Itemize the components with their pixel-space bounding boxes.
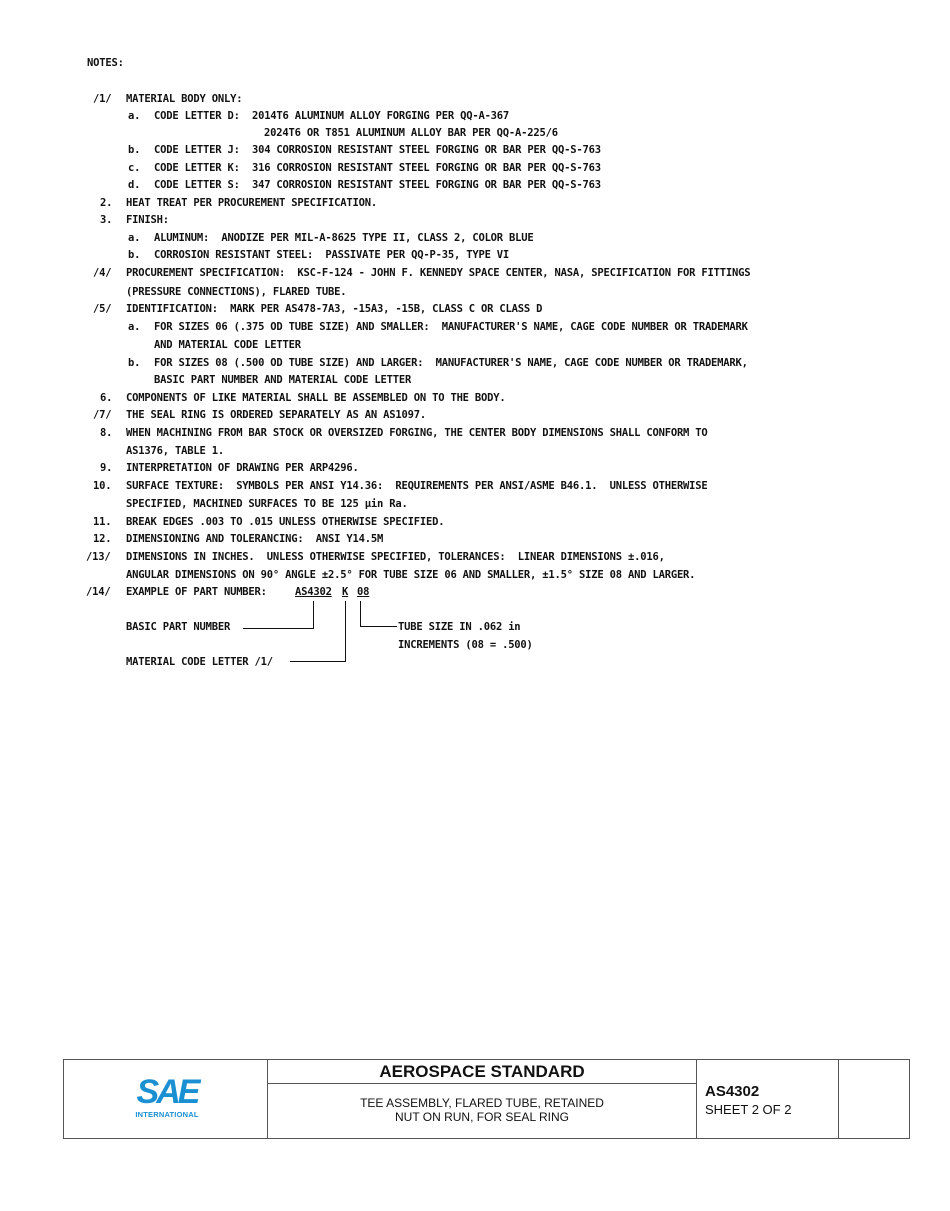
note-number: /7/	[93, 409, 112, 421]
note-text: (PRESSURE CONNECTIONS), FLARED TUBE.	[126, 286, 347, 298]
note-text: MATERIAL BODY ONLY:	[126, 93, 243, 105]
note-text: BREAK EDGES .003 TO .015 UNLESS OTHERWISE SPECIFIED.	[126, 516, 445, 528]
note-text: EXAMPLE OF PART NUMBER:	[126, 586, 267, 598]
note-text: FOR SIZES 06 (.375 OD TUBE SIZE) AND SMALLER: MANUFACTURER'S NAME, CAGE CODE NUMBER OR TRADEMARK	[154, 321, 748, 333]
note-text: AND MATERIAL CODE LETTER	[154, 339, 301, 351]
tube-size-label: TUBE SIZE IN .062 in	[398, 621, 521, 633]
note-text: FINISH:	[126, 214, 169, 226]
note-text: PROCUREMENT SPECIFICATION: KSC-F-124 - JOHN F. KENNEDY SPACE CENTER, NASA, SPECIFICATION FOR FITTINGS	[126, 267, 751, 279]
note-number: /5/	[93, 303, 112, 315]
sae-logo	[132, 1074, 202, 1124]
note-number: /4/	[93, 267, 112, 279]
note-number: b.	[128, 144, 141, 156]
note-text: CORROSION RESISTANT STEEL: PASSIVATE PER QQ-P-35, TYPE VI	[154, 249, 510, 261]
note-number: b.	[128, 249, 141, 261]
notes-heading: NOTES:	[87, 57, 124, 69]
note-text: BASIC PART NUMBER AND MATERIAL CODE LETTER	[154, 374, 412, 386]
note-number: a.	[128, 110, 141, 122]
note-number: /13/	[86, 551, 111, 563]
title-cell	[268, 1060, 697, 1138]
note-number: /1/	[93, 93, 112, 105]
document-number: AS4302	[705, 1083, 760, 1100]
note-number: c.	[128, 162, 141, 174]
note-number: b.	[128, 357, 141, 369]
number-cell	[697, 1060, 839, 1138]
note-number: 12.	[93, 533, 112, 545]
logo-cell	[64, 1060, 268, 1138]
note-number: 10.	[93, 480, 112, 492]
leader-line	[360, 601, 361, 627]
material-code-label: MATERIAL CODE LETTER /1/	[126, 656, 273, 668]
note-text: SPECIFIED, MACHINED SURFACES TO BE 125 μin Ra.	[126, 498, 408, 510]
note-text: 2024T6 OR T851 ALUMINUM ALLOY BAR PER QQ-A-225/6	[264, 127, 558, 139]
part-number-basic: AS4302	[295, 586, 332, 598]
leader-line	[313, 601, 314, 629]
note-text: INTERPRETATION OF DRAWING PER ARP4296.	[126, 462, 359, 474]
note-number: /14/	[86, 586, 111, 598]
note-text: ALUMINUM: ANODIZE PER MIL-A-8625 TYPE II, CLASS 2, COLOR BLUE	[154, 232, 534, 244]
sae-logo-letters: SAE	[136, 1073, 198, 1111]
note-text: WHEN MACHINING FROM BAR STOCK OR OVERSIZED FORGING, THE CENTER BODY DIMENSIONS SHALL CONFORM TO	[126, 427, 708, 439]
note-text: ANGULAR DIMENSIONS ON 90° ANGLE ±2.5° FOR TUBE SIZE 06 AND SMALLER, ±1.5° SIZE 08 AND LARGER.	[126, 569, 696, 581]
basic-part-number-label: BASIC PART NUMBER	[126, 621, 231, 633]
title-line-1: TEE ASSEMBLY, FLARED TUBE, RETAINED	[360, 1096, 604, 1110]
note-number: 2.	[100, 197, 113, 209]
note-number: a.	[128, 321, 141, 333]
note-text: IDENTIFICATION: MARK PER AS478-7A3, -15A3, -15B, CLASS C OR CLASS D	[126, 303, 543, 315]
tube-increments-label: INCREMENTS (08 = .500)	[398, 639, 533, 651]
note-text: COMPONENTS OF LIKE MATERIAL SHALL BE ASSEMBLED ON TO THE BODY.	[126, 392, 506, 404]
note-text: FOR SIZES 08 (.500 OD TUBE SIZE) AND LARGER: MANUFACTURER'S NAME, CAGE CODE NUMBER OR TRADEMARK,	[154, 357, 748, 369]
note-text: CODE LETTER J: 304 CORROSION RESISTANT STEEL FORGING OR BAR PER QQ-S-763	[154, 144, 601, 156]
standard-type: AEROSPACE STANDARD	[268, 1060, 696, 1084]
note-text: CODE LETTER D: 2014T6 ALUMINUM ALLOY FORGING PER QQ-A-367	[154, 110, 510, 122]
note-text: DIMENSIONS IN INCHES. UNLESS OTHERWISE SPECIFIED, TOLERANCES: LINEAR DIMENSIONS ±.016,	[126, 551, 665, 563]
note-number: 11.	[93, 516, 112, 528]
title-block	[63, 1059, 910, 1139]
note-number: 3.	[100, 214, 113, 226]
leader-line	[360, 626, 397, 627]
note-number: 8.	[100, 427, 113, 439]
note-text: HEAT TREAT PER PROCUREMENT SPECIFICATION.	[126, 197, 377, 209]
leader-line	[243, 628, 314, 629]
leader-line	[345, 601, 346, 662]
sheet-number: SHEET 2 OF 2	[705, 1102, 792, 1117]
part-number-code: K	[342, 586, 349, 598]
part-number-size: 08	[357, 586, 370, 598]
note-text: THE SEAL RING IS ORDERED SEPARATELY AS AN AS1097.	[126, 409, 426, 421]
note-text: SURFACE TEXTURE: SYMBOLS PER ANSI Y14.36: REQUIREMENTS PER ANSI/ASME B46.1. UNLESS OTHERWISE	[126, 480, 708, 492]
leader-line	[290, 661, 346, 662]
note-number: 9.	[100, 462, 113, 474]
note-number: d.	[128, 179, 141, 191]
blank-cell	[839, 1060, 909, 1138]
sae-logo-subtitle: INTERNATIONAL	[135, 1110, 199, 1119]
note-text: CODE LETTER K: 316 CORROSION RESISTANT STEEL FORGING OR BAR PER QQ-S-763	[154, 162, 601, 174]
note-text: DIMENSIONING AND TOLERANCING: ANSI Y14.5M	[126, 533, 384, 545]
title-line-2: NUT ON RUN, FOR SEAL RING	[394, 1110, 570, 1124]
note-number: a.	[128, 232, 141, 244]
note-number: 6.	[100, 392, 113, 404]
note-text: CODE LETTER S: 347 CORROSION RESISTANT STEEL FORGING OR BAR PER QQ-S-763	[154, 179, 601, 191]
note-text: AS1376, TABLE 1.	[126, 445, 224, 457]
document-title	[268, 1096, 696, 1124]
